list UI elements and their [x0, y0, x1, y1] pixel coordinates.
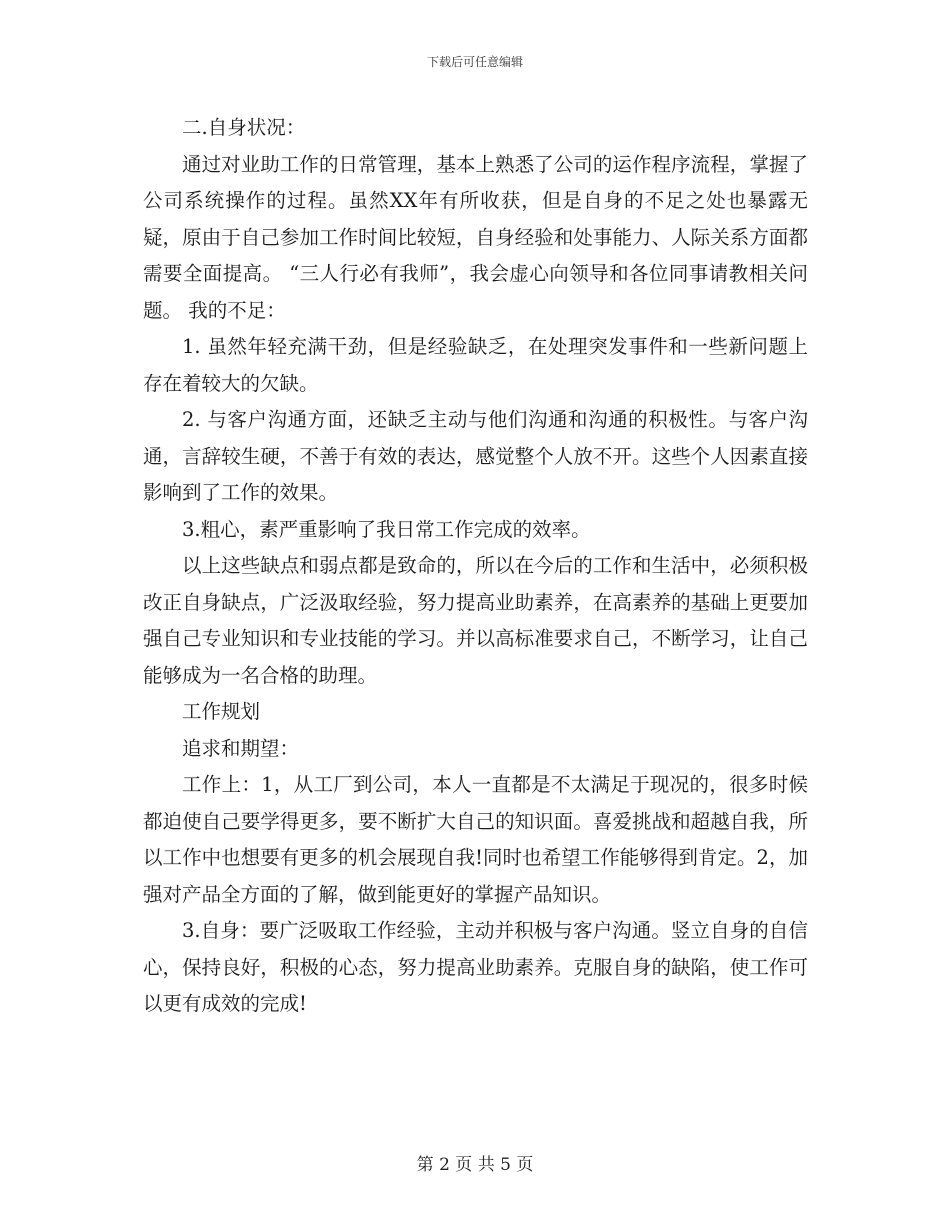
paragraph-work-goals: 工作上：1，从工厂到公司，本人一直都是不太满足于现况的，很多时候都迫使自己要学得更多，要不断扩大自己的知识面。喜爱挑战和超越自我，所以工作中也想要有更多的机会展现自我!同时也希望工作能够得到肯定。2，加强对产品全方面的了解，做到能更好的掌握产品知识。 — [143, 773, 808, 906]
shortcoming-item-1: 1. 虽然年轻充满干劲，但是经验缺乏，在处理突发事件和一些新问题上存在着较大的欠缺。 — [143, 335, 808, 395]
shortcoming-item-3: 3.粗心，素严重影响了我日常工作完成的效率。 — [182, 517, 591, 541]
page-header: 下载后可任意编辑 — [426, 55, 523, 69]
section-heading-work-plan: 工作规划 — [182, 700, 261, 723]
paragraph-self-goals: 3.自身：要广泛吸取工作经验，主动并积极与客户沟通。竖立自身的自信心，保持良好，积极的心态，努力提高业助素养。克服自身的缺陷，使工作可以更有成效的完成! — [143, 919, 808, 1015]
paragraph-improvement: 以上这些缺点和弱点都是致命的，所以在今后的工作和生活中，必须积极改正自身缺点，广泛汲取经验，努力提高业助素养，在高素养的基础上更要加强自己专业知识和专业技能的学习。并以高标准要求自己，不断学习，让自己能够成为一名合格的助理。 — [143, 554, 808, 687]
section-heading-self-status: 二.自身状况： — [182, 116, 306, 139]
subheading-goals: 追求和期望： — [182, 736, 300, 760]
shortcoming-item-2: 2. 与客户沟通方面，还缺乏主动与他们沟通和沟通的积极性。与客户沟通，言辞较生硬，不善于有效的表达，感觉整个人放不开。这些个人因素直接影响到了工作的效果。 — [143, 408, 808, 504]
paragraph-self-status: 通过对业助工作的日常管理，基本上熟悉了公司的运作程序流程，掌握了公司系统操作的过程。虽然XX年有所收获，但是自身的不足之处也暴露无疑，原由于自己参加工作时间比较短，自身经验和处事能力、人际关系方面都需要全面提高。 “三人行必有我师”，我会虚心向领导和各位同事请教相关问题。 我的不足： — [143, 152, 808, 322]
page-number: 第 2 页 共 5 页 — [416, 1155, 534, 1175]
document-body — [143, 110, 808, 1023]
